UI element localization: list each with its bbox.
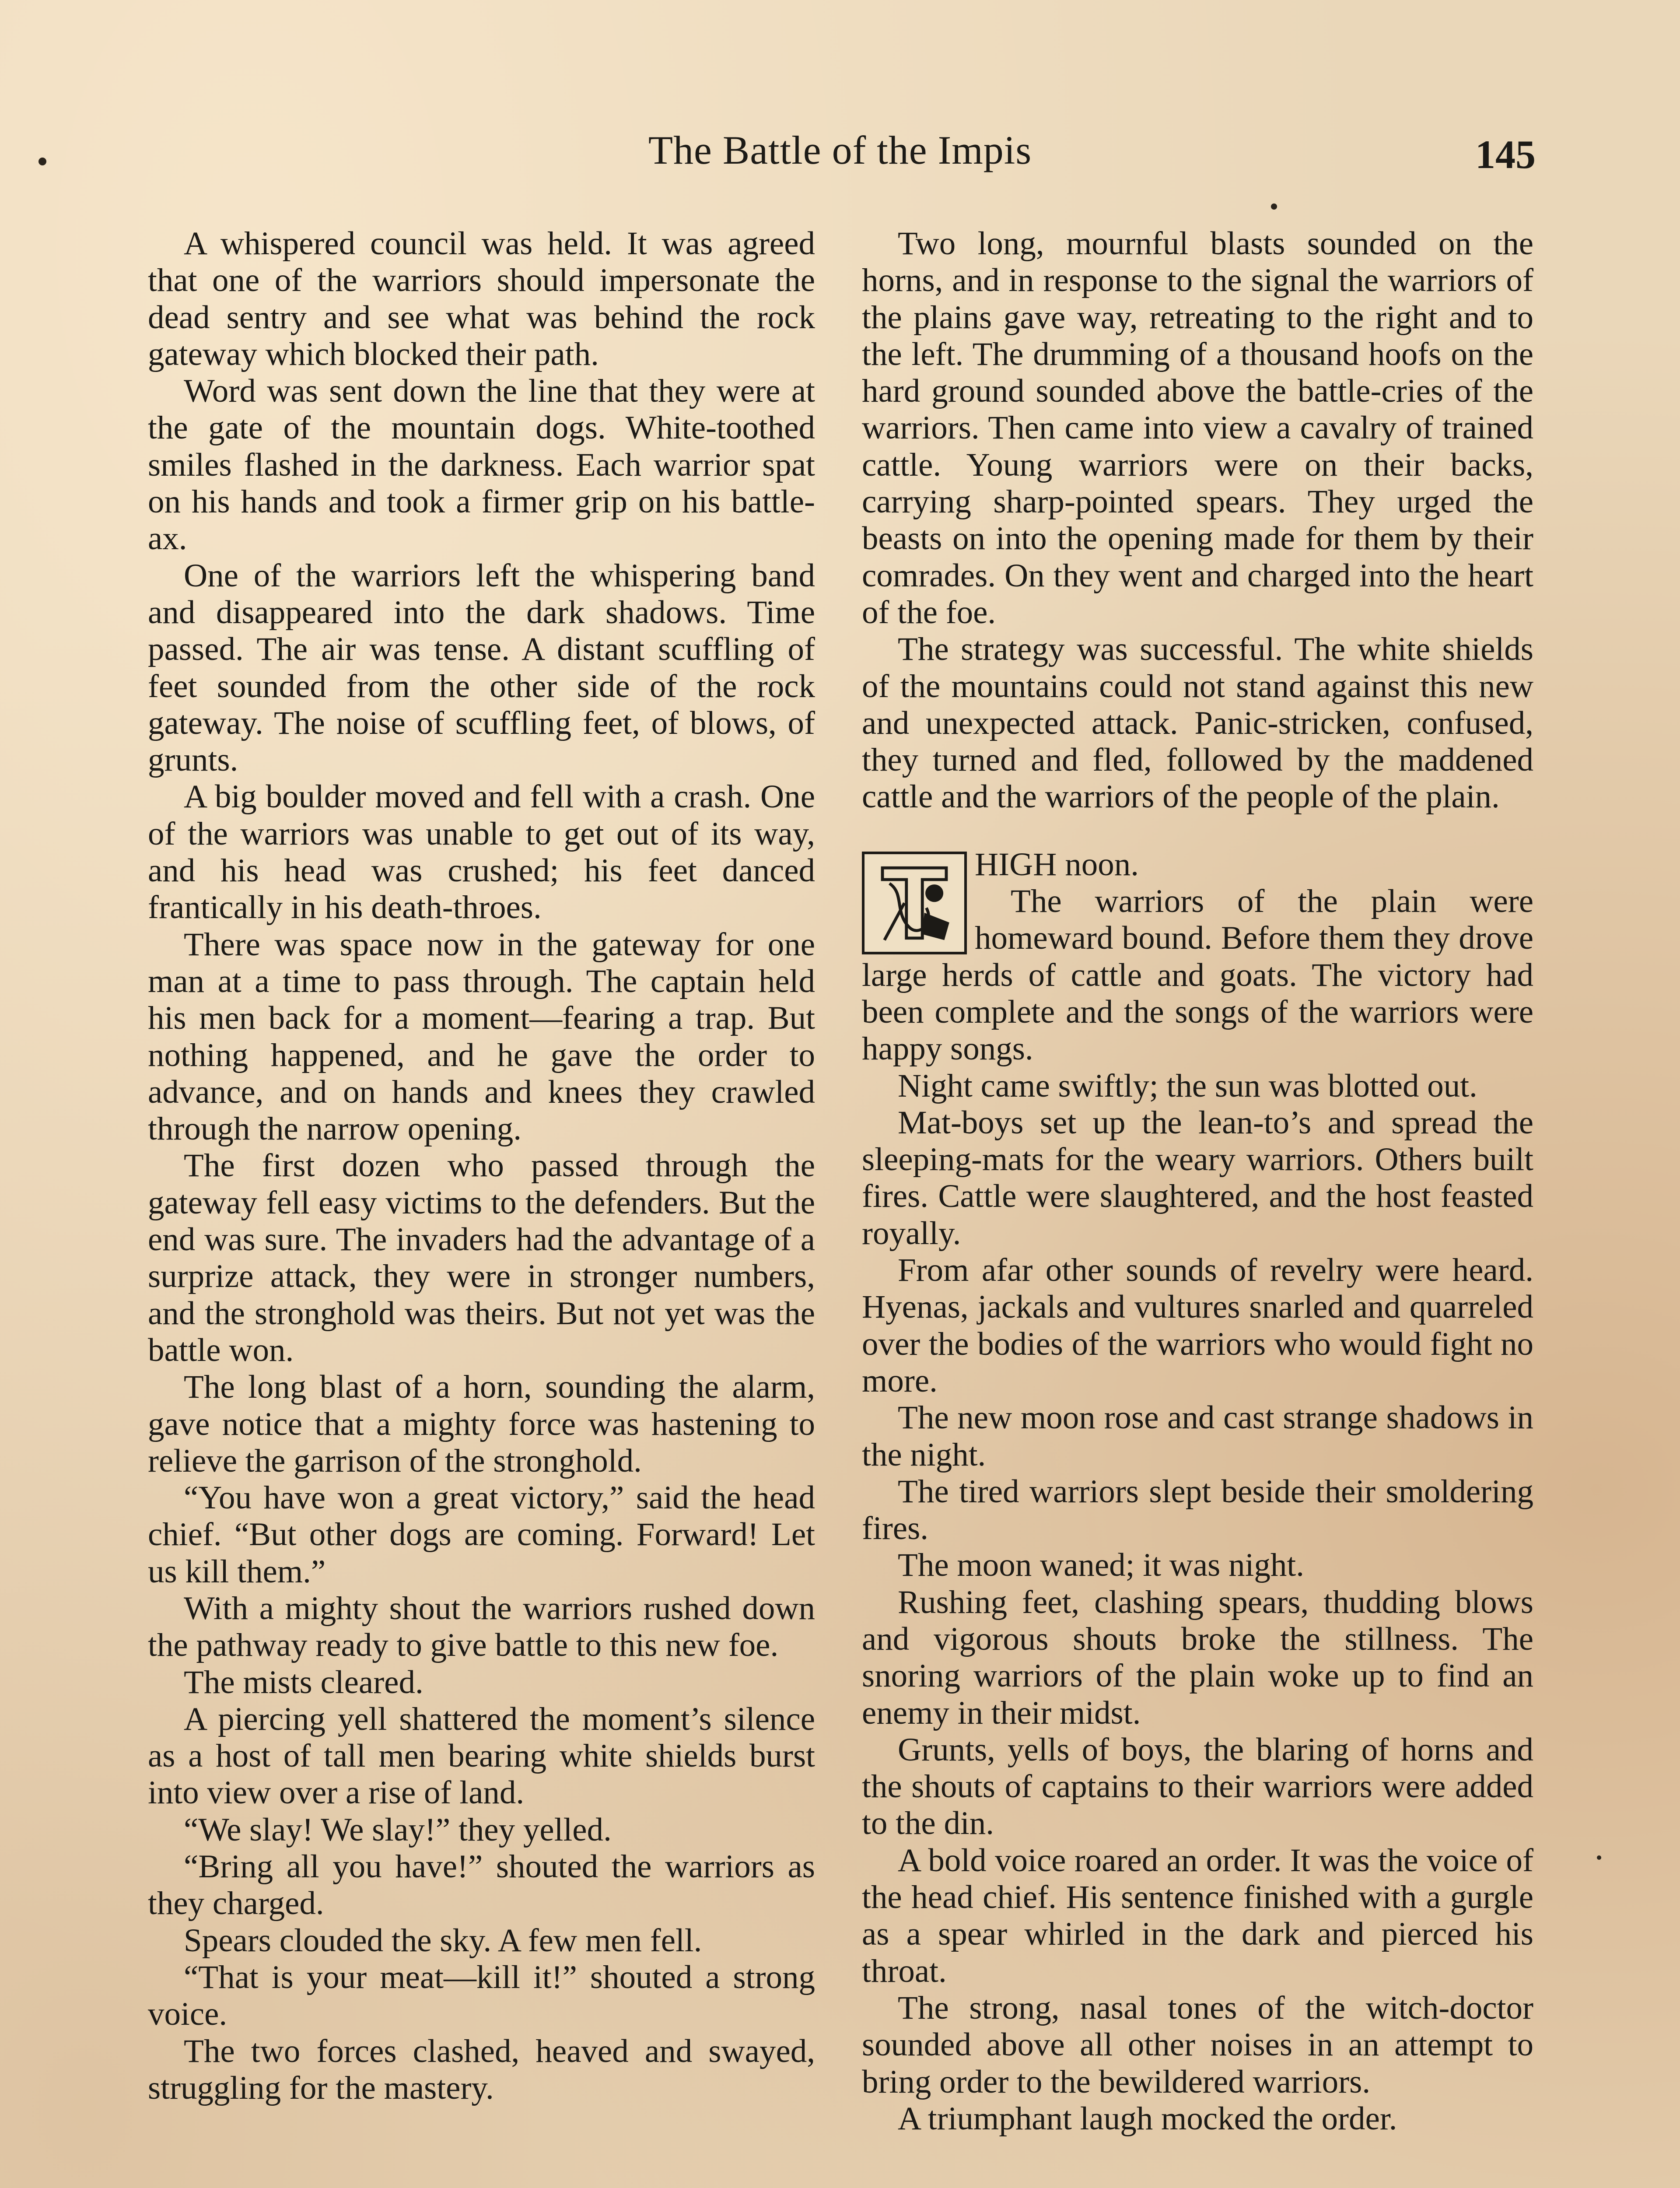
page-number: 145 xyxy=(1475,132,1536,177)
paragraph: A piercing yell shattered the moment’s silence as a host of tall men bearing white shields burst into view over a rise of land. xyxy=(148,1701,815,1811)
paragraph: The strategy was successful. The white shields of the mountains could not stand against this new and unexpected attack. Panic-stricken, confused, they turned and fled, followed by the maddened cattle and the warriors of the people of the plain. xyxy=(862,631,1533,815)
paragraph: Night came swiftly; the sun was blotted out. xyxy=(898,1067,1477,1104)
paragraph: A triumphant laugh mocked the order. xyxy=(898,2100,1397,2137)
paragraph: The mists cleared. xyxy=(184,1664,424,1701)
paragraph: With a mighty shout the warriors rushed down the pathway ready to give battle to this new foe. xyxy=(148,1590,815,1664)
paragraph: Word was sent down the line that they were at the gate of the mountain dogs. White-toothed smiles flashed in the darkness. Each warrior spat on his hands and took a firmer grip on his battle-ax. xyxy=(148,373,815,557)
paragraph: Spears clouded the sky. A few men fell. xyxy=(184,1922,702,1959)
paragraph: The tired warriors slept beside their smoldering fires. xyxy=(862,1473,1533,1547)
paragraph: “You have won a great victory,” said the head chief. “But other dogs are coming. Forward! Let us kill them.” xyxy=(148,1480,815,1590)
paragraph: One of the warriors left the whispering band and disappeared into the dark shadows. Time passed. The air was tense. A distant scuffling of feet sounded from the other side of the rock gateway. The noise of scuffling feet, of blows, of grunts. xyxy=(148,557,815,778)
paragraph: The new moon rose and cast strange shadows in the night. xyxy=(862,1399,1533,1473)
right-text-column xyxy=(862,225,1533,2137)
paragraph: From afar other sounds of revelry were heard. Hyenas, jackals and vultures snarled and quarreled over the bodies of the warriors who would fight no more. xyxy=(862,1252,1533,1399)
section-opening: HIGH noon. xyxy=(975,846,1139,883)
paragraph: Two long, mournful blasts sounded on the horns, and in response to the signal the warriors of the plains gave way, retreating to the right and to the left. The drumming of a thousand hoofs on the hard ground sounded above the battle-cries of the warriors. Then came into view a cavalry of trained cattle. Young warriors were on their backs, carrying sharp-pointed spears. They urged the beasts on into the opening made for them by their comrades. On they went and charged into the heart of the foe. xyxy=(862,225,1533,631)
paragraph: A bold voice roared an order. It was the voice of the head chief. His sentence finished with a gurgle as a spear whirled in the dark and pierced his throat. xyxy=(862,1842,1533,1989)
paper-speck xyxy=(38,158,46,165)
running-title: The Battle of the Impis xyxy=(648,128,1032,172)
paragraph: “That is your meat—kill it!” shouted a strong voice. xyxy=(148,1959,815,2033)
paper-speck xyxy=(1271,203,1277,210)
paragraph: The long blast of a horn, sounding the alarm, gave notice that a mighty force was hastening to relieve the garrison of the stronghold. xyxy=(148,1369,815,1479)
left-text-column xyxy=(148,225,815,2107)
paper-speck xyxy=(1597,1855,1601,1860)
paragraph: The moon waned; it was night. xyxy=(898,1547,1305,1584)
paragraph: The first dozen who passed through the gateway fell easy victims to the defenders. But the end was sure. The invaders had the advantage of a surprize attack, they were in stronger numbers, and the stronghold was theirs. But not yet was the battle won. xyxy=(148,1147,815,1368)
section-break xyxy=(862,816,1533,846)
illustrated-initial-icon xyxy=(862,852,967,954)
paragraph: Mat-boys set up the lean-to’s and spread the sleeping-mats for the weary warriors. Others built fires. Cattle were slaughtered, and the host feasted royally. xyxy=(862,1104,1533,1252)
paragraph: The two forces clashed, heaved and swayed, struggling for the mastery. xyxy=(148,2033,815,2106)
paragraph: Rushing feet, clashing spears, thudding blows and vigorous shouts broke the stillness. The snoring warriors of the plain woke up to find an enemy in their midst. xyxy=(862,1584,1533,1731)
paragraph: A big boulder moved and fell with a crash. One of the warriors was unable to get out of its way, and his head was crushed; his feet danced frantically in his death-throes. xyxy=(148,778,815,926)
paragraph: “Bring all you have!” shouted the warriors as they charged. xyxy=(148,1848,815,1922)
paragraph: The warriors of the plain were homeward bound. Before them they drove large herds of cattle and goats. The victory had been complete and the songs of the warriors were happy songs. xyxy=(862,883,1533,1067)
paragraph: There was space now in the gateway for one man at a time to pass through. The captain held his men back for a moment—fearing a trap. But nothing happened, and he gave the order to advance, and on hands and knees they crawled through the narrow opening. xyxy=(148,926,815,1147)
paragraph: The strong, nasal tones of the witch-doctor sounded above all other noises in an attempt to bring order to the bewildered warriors. xyxy=(862,1989,1533,2100)
paragraph: “We slay! We slay!” they yelled. xyxy=(184,1811,612,1848)
paragraph: A whispered council was held. It was agreed that one of the warriors should impersonate the dead sentry and see what was behind the rock gateway which blocked their path. xyxy=(148,225,815,372)
paragraph: Grunts, yells of boys, the blaring of horns and the shouts of captains to their warriors were added to the din. xyxy=(862,1731,1533,1842)
